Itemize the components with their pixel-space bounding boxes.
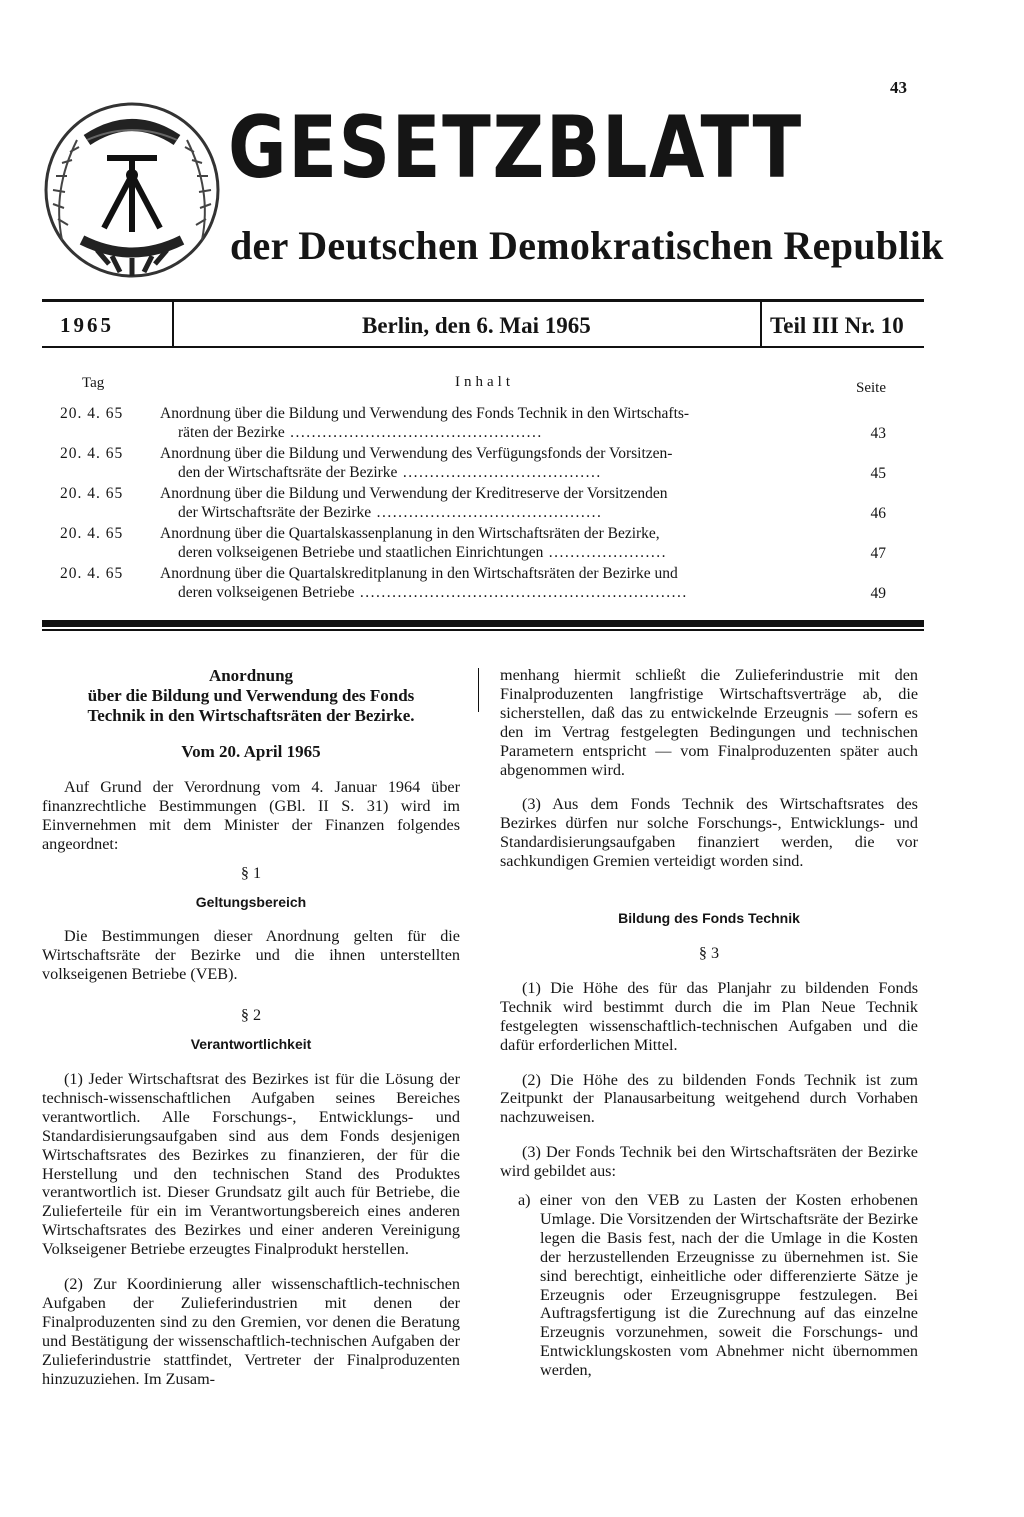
state-emblem-icon (42, 100, 222, 280)
toc-title: Anordnung über die Bildung und Verwendung des Fonds Technik in den Wirtschafts- räten der Bezirke ............................................... (160, 405, 690, 441)
issue-year: 1965 (60, 313, 114, 337)
paragraph: (3) Der Fonds Technik bei den Wirtschaftsräten der Bezirke wird gebildet aus: (500, 1143, 918, 1181)
list-item: a) einer von den VEB zu Lasten der Kosten erhobenen Umlage. Die Vorsitzenden der Wirtschaftsräte der Bezirke legen die Basis fest, nach der die Umlage in die Kosten der herzustellenden Erzeugnisse zu übernehmen ist. Sie sind berechtigt, einheitliche oder differenzierte Sätze je Erzeugnis oder Erzeugnisgruppe festzulegen. Bei Auftragsfertigung ist die Zurechnung auf das einzelne Erzeugnis vorzunehmen, soweit die Forschungs- und Entwicklungskosten vom Abnehmer nicht übernommen werden, (518, 1191, 918, 1380)
paragraph: (2) Zur Koordinierung aller wissenschaftlich-technischen Aufgaben der Zulieferindustrien mit denen der Finalproduzenten sind zu den Gremien, vor denen die Beratung und Bestätigung der wissenschaftlich-technischen Aufgaben der Zulieferindustrie stattfindet, Vertreter der Finalproduzenten hinzuzuziehen. Im Zusam- (42, 1275, 460, 1388)
section-heading: Bildung des Fonds Technik (618, 910, 800, 927)
section-heading: Geltungsbereich (195, 893, 307, 910)
right-column (500, 666, 918, 1380)
ordinance-title: Anordnung über die Bildung und Verwendung des Fonds Technik in den Wirtschaftsräten der Bezirke. (87, 666, 415, 725)
toc-title: Anordnung über die Quartalskreditplanung in den Wirtschaftsräten der Bezirke und deren volkseigenen Betriebe ............................................................. (160, 565, 688, 601)
issue-part-number: Teil III Nr. 10 (770, 313, 904, 338)
toc-title: Anordnung über die Quartalskassenplanung in den Wirtschaftsräten der Bezirke, deren volkseigenen Betriebe und staatlichen Einrichtungen ...................... (160, 525, 668, 561)
toc-header-day: Tag (82, 375, 105, 391)
toc-title: Anordnung über die Bildung und Verwendung der Kreditreserve der Vorsitzenden der Wirtschaftsräte der Bezirke .......................................... (160, 485, 668, 521)
paragraph: (1) Jeder Wirtschaftsrat des Bezirkes ist für die Lösung der technisch-wissenschaftlichen Aufgaben seines Bereiches verantwortlich. Alle Forschungs-, Entwicklungs- und Standardisierungsaufgaben sind aus dem Fonds desjenigen Wirtschaftsrates des Bezirkes zu finanzieren, der für die Herstellung und den technischen Stand des Produktes verantwortlich ist. Dieser Grundsatz gilt auch für Betriebe, die Zulieferteile für ein im Verantwortungsbereich eines anderen Wirtschaftsrates des Bezirkes und einer anderen Vereinigung Volkseigener Betriebe erzeugtes Finalprodukt herstellen. (42, 1069, 460, 1259)
paragraph: (3) Aus dem Fonds Technik des Wirtschaftsrates des Bezirkes dürfen nur solche Forschungs-, Entwicklungs- und Standardisierungsaufgaben finanziert werden, die vor sachkundigen Gremien verteidigt worden sind. (500, 795, 918, 871)
issue-divider (760, 302, 762, 346)
issue-divider (172, 302, 174, 346)
toc-page: 45 (870, 465, 886, 482)
toc-title: Anordnung über die Bildung und Verwendung des Verfügungsfonds der Vorsitzen- den der Wirtschaftsräte der Bezirke ..................................... (160, 445, 673, 481)
toc-date: 20. 4. 65 (60, 525, 124, 542)
page-number: 43 (890, 78, 907, 97)
toc-date: 20. 4. 65 (60, 405, 124, 422)
header-rule-top (42, 299, 924, 302)
toc-page: 47 (870, 545, 886, 562)
toc-page: 46 (870, 505, 886, 522)
column-divider (478, 668, 479, 712)
ordinance-date: Vom 20. April 1965 (181, 742, 321, 761)
paragraph-continued: menhang hiermit schließt die Zulieferindustrie mit den Finalproduzenten langfristige Wirtschaftsverträge ab, die sicherstellen, daß das zu entwickelnde Erzeugnis — sofern es den im Vertrag festgelegten Bedingungen und technischen Parametern entspricht — vom Finalproduzenten später auch abgenommen wird. (500, 666, 918, 779)
paragraph: (1) Die Höhe des für das Planjahr zu bildenden Fonds Technik wird bestimmt durch die im Plan Neue Technik festgelegten wissenschaftlich-technischen Aufgaben und die dafür erforderlichen Mittel. (500, 978, 918, 1054)
paragraph: Die Bestimmungen dieser Anordnung gelten für die Wirtschaftsräte der Bezirke und die ihnen unterstellten volkseigenen Betriebe (VEB). (42, 927, 460, 984)
toc-rule-thin (42, 629, 924, 631)
section-heading: Verantwortlichkeit (190, 1036, 312, 1053)
toc-header-content: Inhalt (455, 374, 514, 390)
toc-date: 20. 4. 65 (60, 445, 124, 462)
toc-date: 20. 4. 65 (60, 565, 124, 582)
toc-page: 49 (870, 585, 886, 602)
preamble: Auf Grund der Verordnung vom 4. Januar 1964 über finanzrechtliche Bestimmungen (GBl. II S. 31) wird im Einvernehmen mit dem Minister der Finanzen folgendes angeordnet: (42, 778, 460, 853)
section-number: § 1 (240, 863, 262, 882)
toc-rule-thick (42, 620, 924, 627)
toc-page: 43 (870, 425, 886, 442)
masthead-title: GESETZBLATT (228, 98, 803, 198)
toc-date: 20. 4. 65 (60, 485, 124, 502)
header-rule-bottom (42, 346, 924, 348)
section-number: § 2 (240, 1006, 262, 1025)
issue-place-date: Berlin, den 6. Mai 1965 (362, 313, 591, 338)
left-column (42, 666, 460, 1388)
toc-header-page: Seite (856, 380, 886, 396)
masthead-subtitle: der Deutschen Demokratischen Republik (230, 223, 944, 268)
section-number: § 3 (698, 943, 720, 962)
paragraph: (2) Die Höhe des zu bildenden Fonds Technik ist zum Zeitpunkt der Planausarbeitung weitgehend durch Vorhaben nachzuweisen. (500, 1070, 918, 1127)
